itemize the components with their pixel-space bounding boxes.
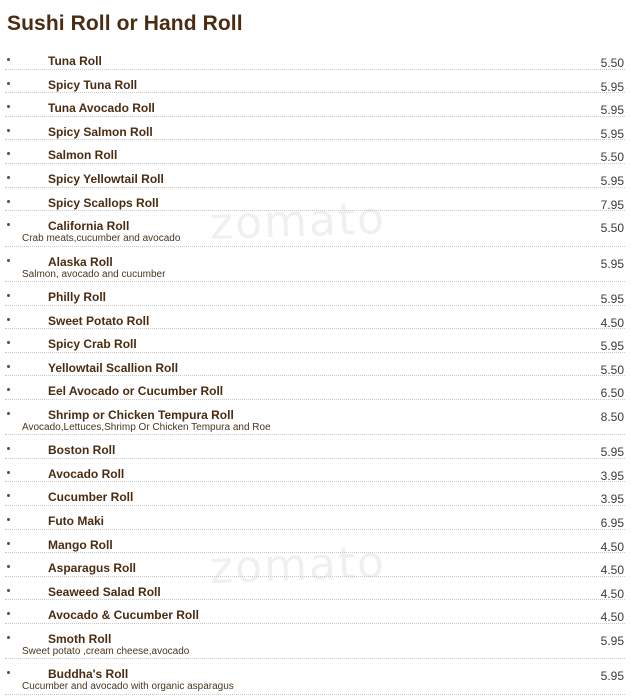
menu-item bbox=[5, 306, 625, 330]
menu-item-price: 5.95 bbox=[600, 103, 624, 118]
menu-item-price: 5.95 bbox=[600, 339, 624, 354]
menu-item bbox=[5, 164, 625, 188]
menu-item-name: Spicy Crab Roll bbox=[48, 337, 137, 352]
menu-item-price: 4.50 bbox=[600, 610, 624, 625]
bullet-icon bbox=[7, 612, 10, 615]
menu-item-name: Smoth Roll bbox=[48, 632, 112, 647]
menu-item-price: 5.50 bbox=[600, 56, 624, 70]
menu-item bbox=[5, 600, 625, 624]
bullet-icon bbox=[7, 318, 10, 321]
menu-item bbox=[5, 376, 625, 400]
menu-item-name: Seaweed Salad Roll bbox=[48, 584, 161, 599]
menu-item-price: 5.50 bbox=[600, 362, 624, 377]
menu-item-price: 5.95 bbox=[600, 634, 624, 649]
bullet-icon bbox=[7, 105, 10, 108]
bullet-icon bbox=[7, 471, 10, 474]
watermark: zomato bbox=[209, 536, 387, 595]
menu-item-name: Spicy Yellowtail Roll bbox=[48, 171, 164, 186]
menu-item bbox=[5, 70, 625, 94]
menu-item-price: 4.50 bbox=[600, 563, 624, 578]
bullet-icon bbox=[7, 494, 10, 497]
menu-item bbox=[5, 435, 625, 459]
menu-item-price: 3.95 bbox=[600, 468, 624, 483]
menu-item bbox=[5, 282, 625, 306]
menu-item-name: Alaska Roll bbox=[48, 254, 113, 269]
menu-item-name: Spicy Scallops Roll bbox=[48, 195, 159, 210]
bullet-icon bbox=[7, 412, 10, 415]
menu-item-price: 5.95 bbox=[600, 79, 624, 94]
menu-item-name: Boston Roll bbox=[48, 443, 116, 458]
menu-item-name: Tuna Roll bbox=[48, 54, 102, 68]
menu-item-price: 4.50 bbox=[600, 315, 624, 330]
menu-item-description: Sweet potato ,cream cheese,avocado bbox=[22, 646, 190, 658]
bullet-icon bbox=[7, 82, 10, 85]
menu-item bbox=[5, 459, 625, 483]
bullet-icon bbox=[7, 223, 10, 226]
menu-item-name: Shrimp or Chicken Tempura Roll bbox=[48, 407, 234, 422]
menu-item-price: 7.95 bbox=[600, 197, 624, 212]
watermark: zomato bbox=[209, 192, 387, 251]
bullet-icon bbox=[7, 152, 10, 155]
menu-item bbox=[5, 400, 625, 435]
menu-item-price: 3.95 bbox=[600, 492, 624, 507]
menu-item bbox=[5, 329, 625, 353]
menu-item-name: Avocado Roll bbox=[48, 466, 125, 481]
menu-item-name: Asparagus Roll bbox=[48, 561, 137, 576]
menu-item-name: Tuna Avocado Roll bbox=[48, 101, 155, 116]
bullet-icon bbox=[7, 388, 10, 391]
bullet-icon bbox=[7, 341, 10, 344]
bullet-icon bbox=[7, 518, 10, 521]
bullet-icon bbox=[7, 671, 10, 674]
menu-item-price: 5.95 bbox=[600, 291, 624, 306]
menu-item-name: Salmon Roll bbox=[48, 148, 118, 163]
bullet-icon bbox=[7, 365, 10, 368]
bullet-icon bbox=[7, 58, 10, 61]
menu-list bbox=[0, 46, 631, 695]
menu-item bbox=[5, 117, 625, 141]
menu-item-name: Yellowtail Scallion Roll bbox=[48, 360, 179, 375]
menu-item-price: 4.50 bbox=[600, 586, 624, 601]
menu-item-name: Futo Maki bbox=[48, 514, 104, 529]
menu-item bbox=[5, 211, 625, 246]
menu-item-description: Crab meats,cucumber and avocado bbox=[22, 233, 181, 245]
menu-item bbox=[5, 46, 625, 70]
menu-item-description: Cucumber and avocado with organic asparagus bbox=[22, 681, 234, 693]
bullet-icon bbox=[7, 542, 10, 545]
menu-item-price: 5.50 bbox=[600, 221, 624, 236]
menu-item-description: Salmon, avocado and cucumber bbox=[22, 268, 166, 280]
menu-item-description: Avocado,Lettuces,Shrimp Or Chicken Tempura and Roe bbox=[22, 421, 271, 433]
menu-item-name: Sweet Potato Roll bbox=[48, 313, 150, 328]
menu-item bbox=[5, 577, 625, 601]
menu-item-name: Eel Avocado or Cucumber Roll bbox=[48, 384, 224, 399]
menu-item-name: Avocado & Cucumber Roll bbox=[48, 608, 199, 623]
menu-item-price: 5.95 bbox=[600, 445, 624, 460]
bullet-icon bbox=[7, 259, 10, 262]
menu-item bbox=[5, 93, 625, 117]
menu-item bbox=[5, 247, 625, 282]
bullet-icon bbox=[7, 447, 10, 450]
menu-item-name: Buddha's Roll bbox=[48, 667, 129, 682]
menu-item-name: Cucumber Roll bbox=[48, 490, 134, 505]
bullet-icon bbox=[7, 565, 10, 568]
bullet-icon bbox=[7, 200, 10, 203]
menu-item-price: 6.95 bbox=[600, 516, 624, 531]
menu-item-price: 5.95 bbox=[600, 173, 624, 188]
menu-item-price: 4.50 bbox=[600, 539, 624, 554]
menu-item-price: 5.95 bbox=[600, 126, 624, 141]
section-title: Sushi Roll or Hand Roll bbox=[7, 12, 243, 35]
menu-item bbox=[5, 506, 625, 530]
menu-item bbox=[5, 624, 625, 659]
menu-item-name: Mango Roll bbox=[48, 537, 113, 552]
menu-item-price: 5.95 bbox=[600, 256, 624, 271]
menu-item-name: California Roll bbox=[48, 219, 130, 234]
menu-item-price: 8.50 bbox=[600, 409, 624, 424]
bullet-icon bbox=[7, 294, 10, 297]
menu-item-name: Philly Roll bbox=[48, 289, 107, 304]
bullet-icon bbox=[7, 589, 10, 592]
menu-item-price: 5.95 bbox=[600, 669, 624, 684]
menu-item-name: Spicy Tuna Roll bbox=[48, 77, 138, 92]
menu-item bbox=[5, 188, 625, 212]
menu-item-price: 6.50 bbox=[600, 386, 624, 401]
menu-item bbox=[5, 659, 625, 694]
menu-item bbox=[5, 553, 625, 577]
bullet-icon bbox=[7, 176, 10, 179]
menu-item bbox=[5, 353, 625, 377]
bullet-icon bbox=[7, 636, 10, 639]
menu-item-price: 5.50 bbox=[600, 150, 624, 165]
menu-item bbox=[5, 482, 625, 506]
menu-item bbox=[5, 140, 625, 164]
menu-item-name: Spicy Salmon Roll bbox=[48, 124, 153, 139]
menu-item bbox=[5, 530, 625, 554]
bullet-icon bbox=[7, 129, 10, 132]
